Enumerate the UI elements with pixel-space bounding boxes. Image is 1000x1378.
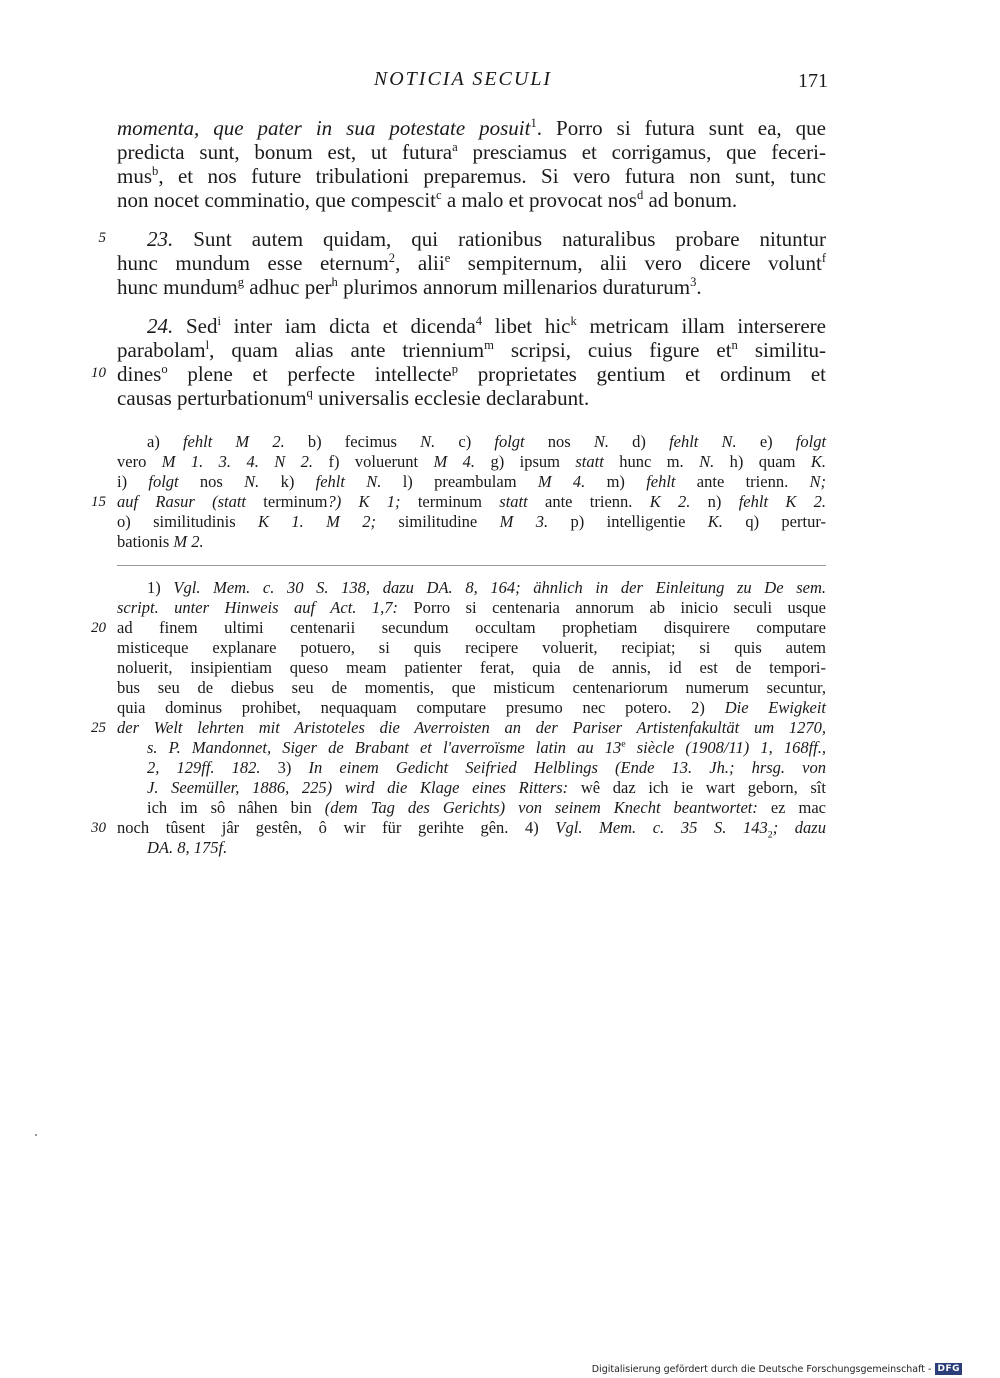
line-number: 5 bbox=[98, 230, 106, 246]
footnote-line: script. unter Hinweis auf Act. 1,7: Porro si centenaria annorum ab inicio seculi usque bbox=[117, 598, 826, 617]
text-line: parabolam$^l$, quam alias ante triennium$^m$ scripsi, cuius figure $et^n$ similitu- bbox=[117, 338, 826, 362]
apparatus-line: o) similitudinis K 1. M 2; similitudine M 3. p) intelligentie K. q) pertur- bbox=[117, 512, 826, 531]
footnote-line: noluerit, insipientiam queso meam patienter ferat, quia de annis, id est de tempori- bbox=[117, 658, 826, 677]
paragraph-number: 23. bbox=[147, 227, 174, 251]
page-number: 171 bbox=[798, 70, 828, 92]
dfg-logo: DFG bbox=[937, 1364, 960, 1374]
footer-text: Digitalisierung gefördert durch die Deutsche Forschungsgemeinschaft - bbox=[591, 1363, 932, 1375]
text-line: momenta, que pater in sua potestate posuit$^1$. Porro si futura sunt ea, que bbox=[117, 116, 826, 140]
apparatus-line: a) fehlt M 2. b) fecimus N. c) folgt nos N. d) fehlt N. e) folgt bbox=[147, 432, 827, 451]
apparatus-line: i) folgt nos N. k) fehlt N. l) preambulam M 4. m) fehlt ante trienn. N; bbox=[117, 472, 826, 491]
text-line: predicta sunt, bonum est, ut futura$^a$ presciamus et corrigamus, que feceri- bbox=[117, 140, 826, 164]
footnote-line: bus seu de diebus seu de momentis, que misticum centenariorum numerum secuntur, bbox=[117, 678, 826, 697]
text-line: hunc mundum$^g$ adhuc per$^h$ plurimos annorum millenarios duraturum$^3$. bbox=[117, 275, 702, 299]
text-line: hunc mundum esse eternum$^2$, alii$^e$ sempiternum, alii vero dicere volunt$^f$ bbox=[117, 251, 827, 275]
apparatus-line: vero M 1. 3. 4. N 2. f) voluerunt M 4. g) ipsum statt hunc m. N. h) quam K. bbox=[117, 452, 827, 471]
separator-rule bbox=[117, 565, 826, 566]
running-title: NOTICIA SECULI bbox=[373, 68, 553, 90]
footnote-line: ich im sô nâhen bin (dem Tag des Gerichts) von seinem Knecht beantwortet: ez mac bbox=[147, 798, 826, 817]
text-line: mus$^b$, et nos future tribulationi preparemus. Si vero futura non sunt, tunc bbox=[117, 164, 826, 188]
line-number: 30 bbox=[91, 820, 106, 836]
apparatus-line: bationis M 2. bbox=[117, 532, 204, 551]
line-number: 15 bbox=[91, 494, 106, 510]
scan-speck bbox=[35, 1134, 37, 1136]
footnote-line: J. Seemüller, 1886, 225) wird die Klage eines Ritters: wê daz ich ie wart geborn, sît bbox=[147, 778, 826, 797]
footnote-line: 2, 129ff. 182. 3) In einem Gedicht Seifried Helblings (Ende 13. Jh.; hrsg. von bbox=[147, 758, 827, 777]
text-line: 23. Sunt autem quidam, qui rationibus naturalibus probare nituntur bbox=[147, 227, 826, 251]
footnote-line: der Welt lehrten mit Aristoteles die Averroisten an der Pariser Artistenfakultät um 1270, bbox=[117, 718, 826, 737]
line-number: 20 bbox=[91, 620, 106, 636]
footnote-line: quia dominus prohibet, nequaquam computare presumo nec potero. 2) Die Ewigkeit bbox=[117, 698, 827, 717]
footnote-line: s. P. Mandonnet, Siger de Brabant et l'averroïsme latin au 13e siècle (1908/11) 1, 168ff., bbox=[147, 738, 826, 757]
paragraph-number: 24. bbox=[147, 314, 174, 338]
digitization-footer bbox=[592, 1361, 962, 1377]
line-number: 25 bbox=[91, 720, 106, 736]
text-line: dines$^o$ plene et perfecte intellecte$^p$ proprietates gentium et ordinum et bbox=[117, 362, 826, 386]
footnote-line: misticeque explanare potuero, si quis recipere voluerit, recipiat; si quis autem bbox=[117, 638, 826, 657]
footnote-line: ad finem ultimi centenarii secundum occultam prophetiam disquirere computare bbox=[117, 618, 826, 637]
footnote-line: noch tûsent jâr gestên, ô wir für gerihte gên. 4) Vgl. Mem. c. 35 S. $143_2$; dazu bbox=[117, 818, 826, 841]
text-line: non nocet comminatio, que compescit$^c$ a malo et provocat nos$^d$ ad bonum. bbox=[117, 188, 738, 212]
text-line: causas perturbationum$^q$ universalis ecclesie declarabunt. bbox=[117, 386, 590, 410]
footnote-line: DA. 8, 175f. bbox=[147, 838, 228, 857]
text-line: 24. Sed$^i$ inter iam dicta et dicenda$^4$ libet hic$^k$ metricam illam interserere bbox=[147, 314, 826, 338]
apparatus-line: auf Rasur (statt terminum?) K 1; terminum statt ante trienn. K 2. n) fehlt K 2. bbox=[117, 492, 827, 511]
footnote-line: 1) Vgl. Mem. c. 30 S. 138, dazu DA. 8, 164; ähnlich in der Einleitung zu De sem. bbox=[147, 578, 826, 597]
line-number: 10 bbox=[91, 365, 106, 381]
